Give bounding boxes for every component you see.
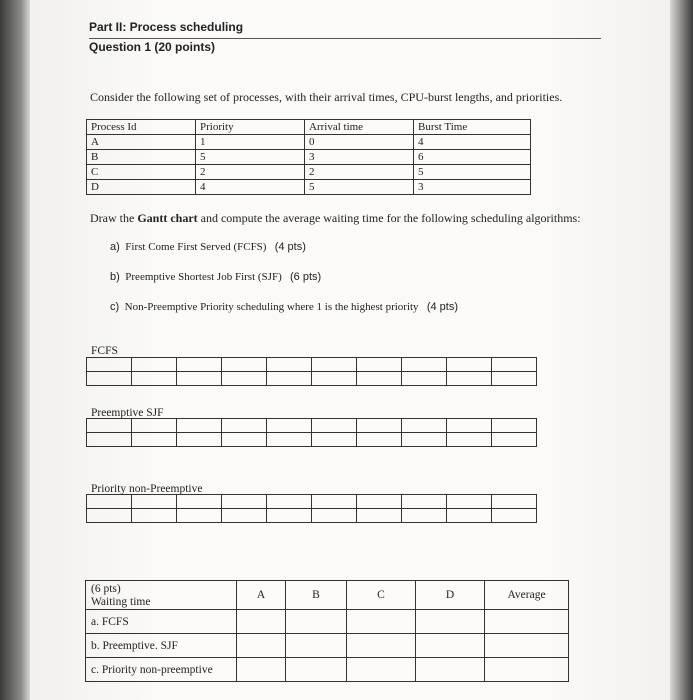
row-label-priority: c. Priority non-preemptive bbox=[86, 658, 237, 682]
algo-points: (4 pts) bbox=[426, 301, 458, 313]
gantt-grid-sjf bbox=[86, 418, 537, 447]
algo-text: Preemptive Shortest Job First (SJF) bbox=[125, 271, 282, 283]
col-c: C bbox=[347, 581, 416, 610]
answer-cell[interactable] bbox=[416, 610, 485, 634]
cell: 2 bbox=[305, 165, 414, 180]
col-a: A bbox=[237, 581, 286, 610]
summary-points: (6 pts) bbox=[91, 583, 121, 595]
table-row bbox=[87, 150, 531, 165]
row-label-sjf: b. Preemptive. SJF bbox=[86, 634, 237, 658]
gantt-label-priority: Priority non-Preemptive bbox=[91, 483, 203, 495]
cell: 3 bbox=[414, 180, 531, 195]
col-average: Average bbox=[485, 581, 569, 610]
cell: 5 bbox=[196, 150, 305, 165]
gantt-grid-fcfs bbox=[86, 357, 537, 386]
waiting-time-table bbox=[85, 580, 569, 682]
algorithm-a bbox=[110, 241, 306, 253]
col-process-id: Process Id bbox=[87, 120, 196, 135]
answer-cell[interactable] bbox=[347, 634, 416, 658]
algo-text: First Come First Served (FCFS) bbox=[125, 241, 267, 253]
answer-cell[interactable] bbox=[416, 658, 485, 682]
answer-cell[interactable] bbox=[485, 610, 569, 634]
algorithm-c bbox=[110, 301, 458, 313]
summary-header-label bbox=[86, 581, 237, 610]
table-row bbox=[87, 180, 531, 195]
table-row bbox=[86, 634, 569, 658]
instructions-prefix: Draw the bbox=[90, 211, 138, 225]
algorithm-b bbox=[110, 271, 321, 283]
cell: 3 bbox=[305, 150, 414, 165]
cell: D bbox=[87, 180, 196, 195]
cell: 0 bbox=[305, 135, 414, 150]
instructions bbox=[90, 211, 581, 226]
summary-header bbox=[86, 581, 569, 610]
process-table-header bbox=[87, 120, 531, 135]
intro-text: Consider the following set of processes, with their arrival times, CPU-burst lengths, and priorities. bbox=[90, 90, 563, 104]
algo-letter: c) bbox=[110, 301, 120, 313]
summary-waiting-time: Waiting time bbox=[91, 596, 151, 608]
cell: 1 bbox=[196, 135, 305, 150]
photo-edge-left bbox=[0, 0, 30, 700]
cell: B bbox=[87, 150, 196, 165]
algo-points: (6 pts) bbox=[289, 271, 322, 283]
gantt-grid-priority bbox=[86, 494, 537, 523]
photo-edge-right bbox=[670, 0, 693, 700]
instructions-bold: Gantt chart bbox=[137, 211, 198, 225]
cell: 4 bbox=[414, 135, 531, 150]
cell: A bbox=[87, 135, 196, 150]
cell: C bbox=[87, 165, 196, 180]
answer-cell[interactable] bbox=[286, 658, 347, 682]
answer-cell[interactable] bbox=[347, 658, 416, 682]
col-arrival: Arrival time bbox=[305, 120, 414, 135]
col-priority: Priority bbox=[196, 120, 305, 135]
answer-cell[interactable] bbox=[237, 658, 286, 682]
table-row bbox=[87, 135, 531, 150]
answer-cell[interactable] bbox=[286, 634, 347, 658]
answer-cell[interactable] bbox=[485, 658, 569, 682]
table-row bbox=[87, 165, 531, 180]
col-b: B bbox=[286, 581, 347, 610]
algo-letter: a) bbox=[110, 241, 120, 253]
table-row bbox=[86, 610, 569, 634]
process-table bbox=[86, 119, 531, 195]
table-row bbox=[86, 658, 569, 682]
algo-letter: b) bbox=[110, 271, 120, 283]
algo-text: Non-Preemptive Priority scheduling where 1 is the highest priority bbox=[124, 301, 419, 313]
title-rule bbox=[89, 38, 601, 39]
gantt-label-fcfs: FCFS bbox=[91, 345, 118, 357]
answer-cell[interactable] bbox=[286, 610, 347, 634]
answer-cell[interactable] bbox=[237, 610, 286, 634]
answer-cell[interactable] bbox=[485, 634, 569, 658]
gantt-label-sjf: Preemptive SJF bbox=[91, 407, 164, 419]
answer-cell[interactable] bbox=[347, 610, 416, 634]
row-label-fcfs: a. FCFS bbox=[86, 610, 237, 634]
cell: 2 bbox=[196, 165, 305, 180]
question-title: Question 1 (20 points) bbox=[89, 40, 216, 54]
cell: 5 bbox=[414, 165, 531, 180]
cell: 4 bbox=[196, 180, 305, 195]
part-title: Part II: Process scheduling bbox=[89, 20, 244, 34]
instructions-suffix: and compute the average waiting time for the following scheduling algorithms: bbox=[197, 211, 581, 225]
algo-points: (4 pts) bbox=[274, 241, 306, 253]
cell: 6 bbox=[414, 150, 531, 165]
answer-cell[interactable] bbox=[237, 634, 286, 658]
cell: 5 bbox=[305, 180, 414, 195]
col-burst: Burst Time bbox=[414, 120, 531, 135]
col-d: D bbox=[416, 581, 485, 610]
answer-cell[interactable] bbox=[416, 634, 485, 658]
